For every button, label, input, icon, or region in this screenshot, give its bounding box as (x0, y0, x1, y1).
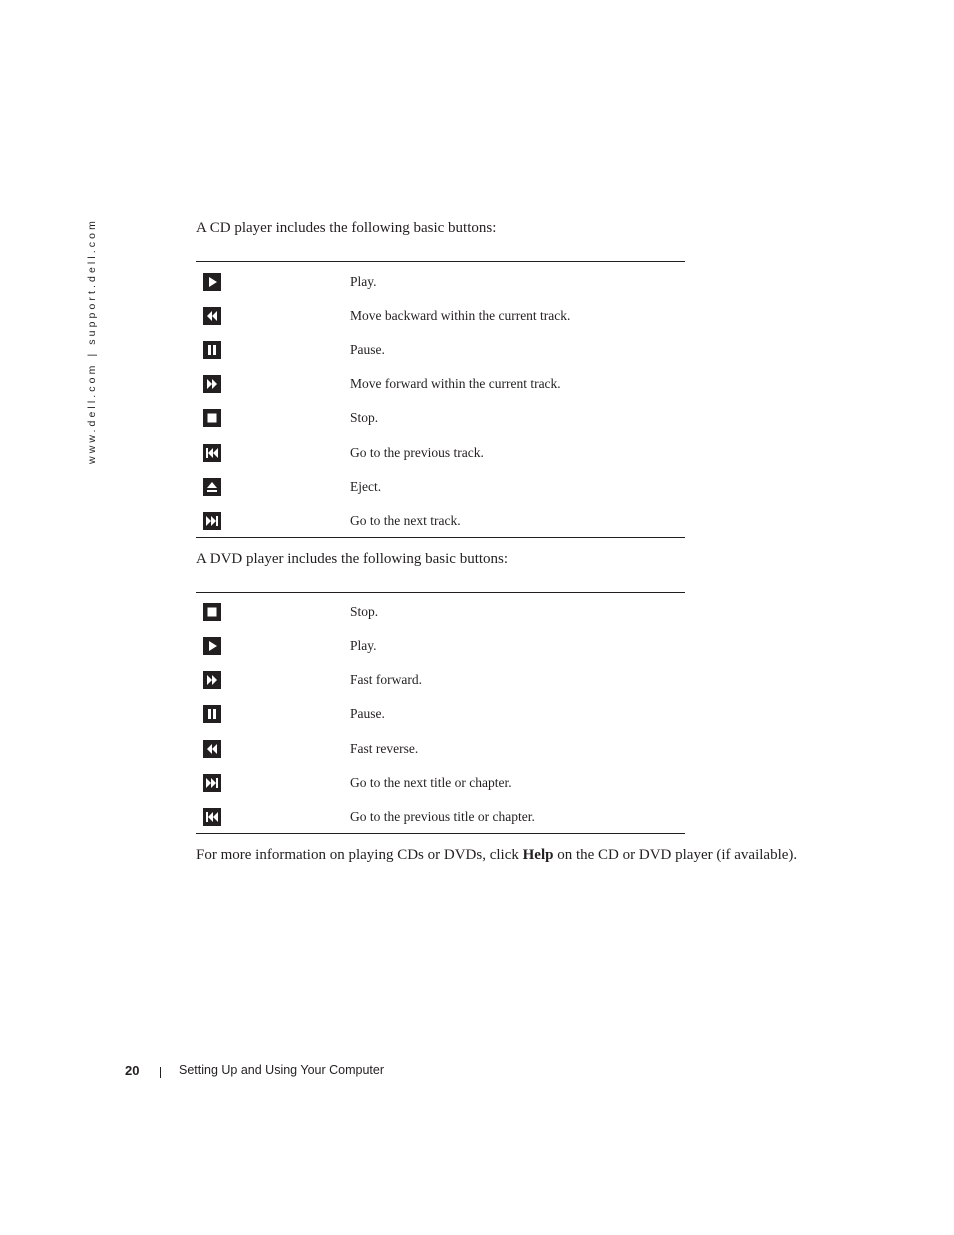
dvd-row-fast-forward (196, 671, 685, 691)
cd-row-label: Go to the next track. (350, 513, 461, 528)
pause-icon (203, 705, 221, 723)
pause-icon (203, 341, 221, 359)
dvd-row-play (196, 637, 685, 657)
cd-row-eject (196, 478, 685, 498)
dvd-row-stop (196, 603, 685, 623)
more-info-before: For more information on playing CDs or DVDs, click (196, 847, 523, 863)
next-track-icon (203, 512, 221, 530)
page-number: 20 (125, 1063, 140, 1078)
more-info-after: on the CD or DVD player (if available). (553, 847, 798, 863)
stop-icon (203, 603, 221, 621)
footer-divider (160, 1067, 161, 1078)
dvd-buttons-table (196, 592, 685, 834)
previous-track-icon (203, 808, 221, 826)
chapter-title: Setting Up and Using Your Computer (179, 1063, 384, 1077)
cd-row-label: Eject. (350, 479, 382, 494)
dvd-row-label: Fast forward. (350, 672, 422, 687)
play-icon (203, 637, 221, 655)
dvd-row-rewind (196, 740, 685, 760)
cd-row-stop (196, 409, 685, 429)
dvd-row-pause (196, 705, 685, 725)
dvd-row-label: Fast reverse. (350, 741, 419, 756)
sidebar-url-text: www.dell.com | support.dell.com (86, 218, 98, 464)
dvd-row-label: Stop. (350, 604, 379, 619)
dvd-row-label: Go to the previous title or chapter. (350, 809, 535, 824)
fast-forward-icon (203, 375, 221, 393)
cd-row-play (196, 273, 685, 293)
more-info-text (196, 848, 797, 863)
cd-row-label: Go to the previous track. (350, 445, 484, 460)
sidebar-url (84, 218, 100, 464)
help-term: Help (522, 847, 554, 863)
dvd-row-next-track (196, 774, 685, 794)
cd-row-label: Stop. (350, 410, 379, 425)
cd-row-pause (196, 341, 685, 361)
dvd-intro: A DVD player includes the following basic buttons: (196, 551, 509, 567)
cd-row-rewind (196, 307, 685, 327)
cd-buttons-table (196, 261, 685, 538)
rewind-icon (203, 307, 221, 325)
cd-row-next-track (196, 512, 685, 532)
dvd-row-label: Go to the next title or chapter. (350, 775, 512, 790)
cd-row-label: Pause. (350, 342, 385, 357)
cd-row-fast-forward (196, 375, 685, 395)
cd-row-previous-track (196, 444, 685, 464)
previous-track-icon (203, 444, 221, 462)
dvd-row-label: Pause. (350, 706, 385, 721)
next-track-icon (203, 774, 221, 792)
rewind-icon (203, 740, 221, 758)
dvd-row-previous-track (196, 808, 685, 828)
fast-forward-icon (203, 671, 221, 689)
page-footer (0, 1062, 954, 1082)
eject-icon (203, 478, 221, 496)
stop-icon (203, 409, 221, 427)
play-icon (203, 273, 221, 291)
cd-intro: A CD player includes the following basic buttons: (196, 220, 497, 236)
cd-row-label: Play. (350, 274, 377, 289)
cd-row-label: Move forward within the current track. (350, 376, 561, 391)
dvd-row-label: Play. (350, 638, 377, 653)
cd-row-label: Move backward within the current track. (350, 308, 571, 323)
